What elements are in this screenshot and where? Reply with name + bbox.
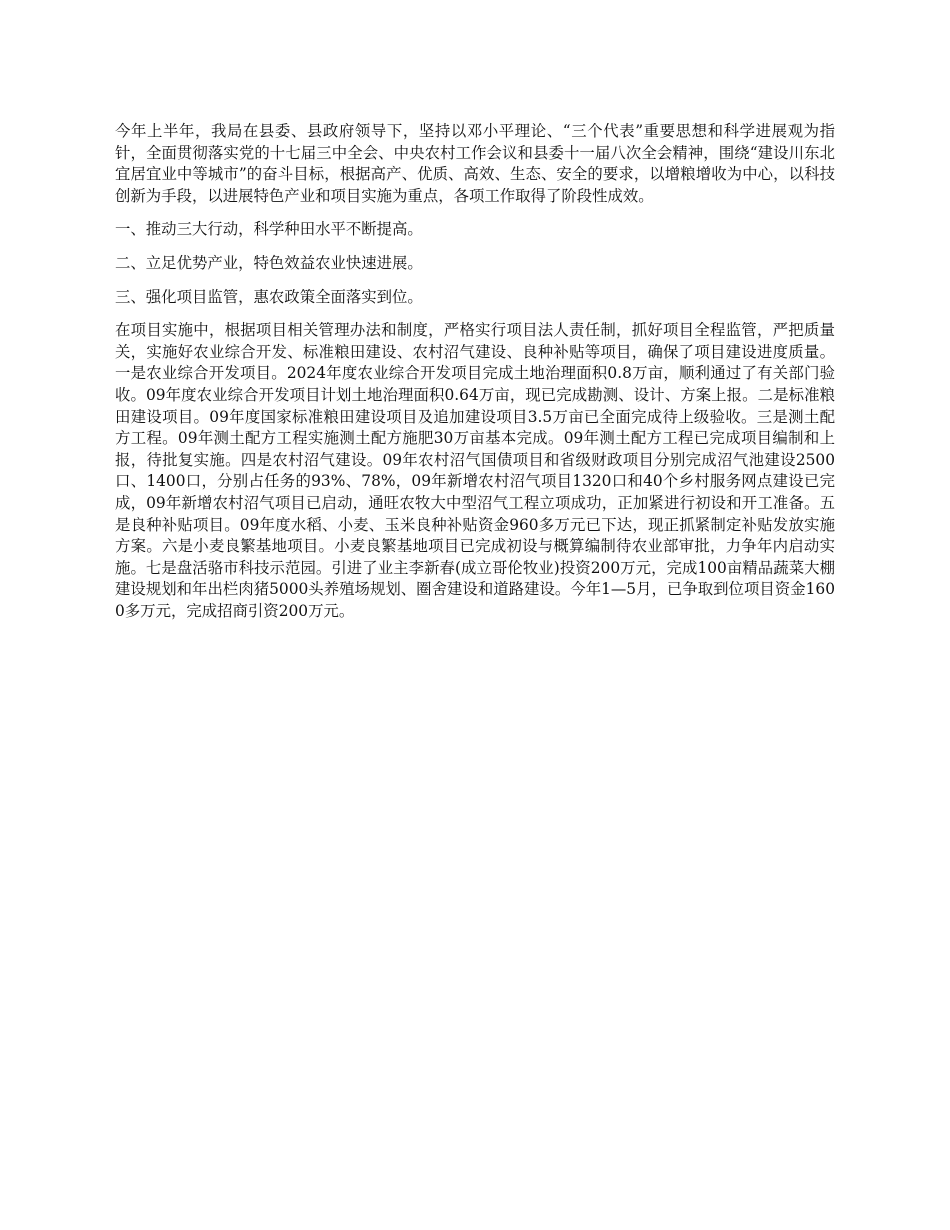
section-heading-3: 三、强化项目监管，惠农政策全面落实到位。 bbox=[115, 287, 423, 306]
intro-paragraph: 今年上半年，我局在县委、县政府领导下，坚持以邓小平理论、“三个代表”重要思想和科学进展观为指针，全面贯彻落实党的十七届三中全会、中央农村工作会议和县委十一届八次全会精神，围绕“建设川东北宜居宜业中等城市”的奋斗目标，根据高产、优质、高效、生态、安全的要求，以增粮增收为中心，以科技创新为手段，以进展特色产业和项目实施为重点，各项工作取得了阶段性成效。 bbox=[115, 122, 835, 205]
section-heading-2: 二、立足优势产业，特色效益农业快速进展。 bbox=[115, 253, 423, 272]
project-paragraph: 在项目实施中，根据项目相关管理办法和制度，严格实行项目法人责任制，抓好项目全程监管，严把质量关，实施好农业综合开发、标准粮田建设、农村沼气建设、良种补贴等项目，确保了项目建设进度质量。一是农业综合开发项目。2024年度农业综合开发项目完成土地治理面积0.8万亩，顺利通过了有关部门验收。09年度农业综合开发项目计划土地治理面积0.64万亩，现已完成勘测、设计、方案上报。二是标准粮田建设项目。09年度国家标准粮田建设项目及追加建设项目3.5万亩已全面完成待上级验收。三是测土配方工程。09年测土配方工程实施测土配方施肥30万亩基本完成。09年测土配方工程已完成项目编制和上报，待批复实施。四是农村沼气建设。09年农村沼气国债项目和省级财政项目分别完成沼气池建设2500口、1400口，分别占任务的93%、78%，09年新增农村沼气项目1320口和40个乡村服务网点建设已完成，09年新增农村沼气项目已启动，通旺农牧大中型沼气工程立项成功，正加紧进行初设和开工准备。五是良种补贴项目。09年度水稻、小麦、玉米良种补贴资金960多万元已下达，现正抓紧制定补贴发放实施方案。六是小麦良繁基地项目。小麦良繁基地项目已完成初设与概算编制待农业部审批，力争年内启动实施。七是盘活骆市科技示范园。引进了业主李新春(成立哥伦牧业)投资200万元，完成100亩精品蔬菜大棚建设规划和年出栏肉猪5000头养殖场规划、圈舍建设和道路建设。今年1—5月，已争取到位项目资金1600多万元，完成招商引资200万元。 bbox=[115, 321, 835, 620]
section-heading-1: 一、推动三大行动，科学种田水平不断提高。 bbox=[115, 220, 423, 239]
document-page bbox=[115, 121, 835, 634]
